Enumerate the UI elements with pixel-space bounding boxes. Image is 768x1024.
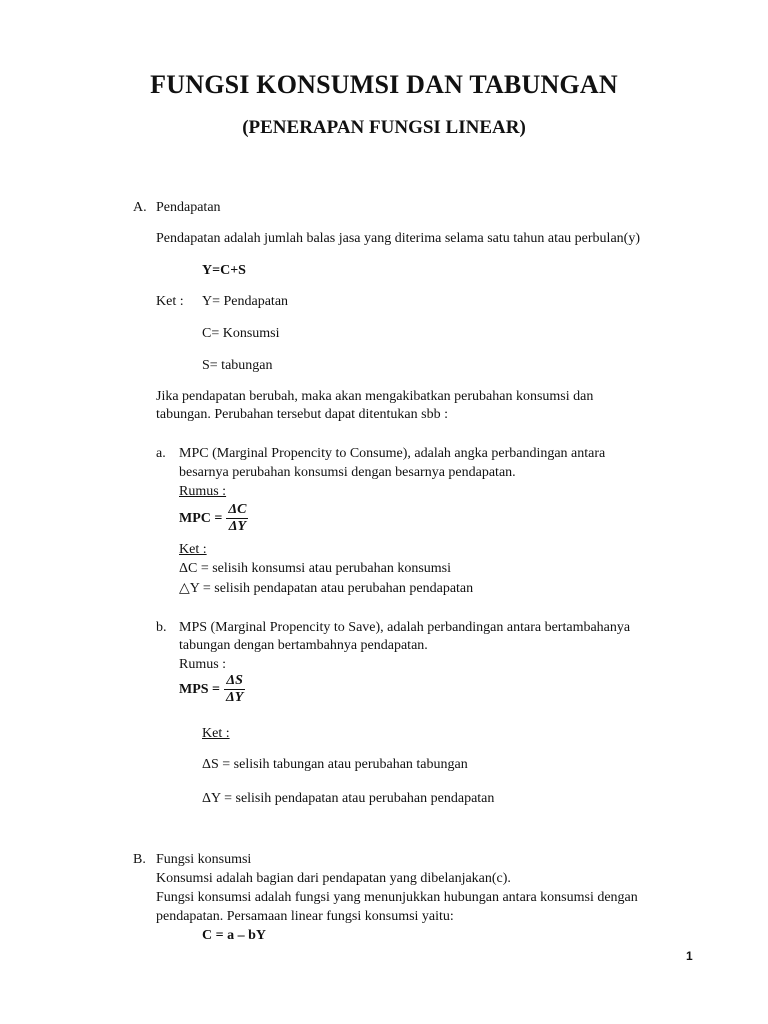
mpc-numerator: ΔC	[228, 502, 247, 517]
mps-denominator: ΔY	[226, 690, 244, 705]
section-a-ket-label: Ket :	[156, 294, 184, 309]
page-subtitle: (PENERAPAN FUNGSI LINEAR)	[242, 117, 526, 138]
section-a-heading: Pendapatan	[156, 200, 221, 215]
change-text-line: Jika pendapatan berubah, maka akan mengakibatkan perubahan konsumsi dan	[156, 389, 594, 404]
mps-numerator: ΔS	[226, 673, 243, 688]
mps-fraction	[224, 673, 245, 706]
section-a-marker: A.	[133, 200, 147, 215]
mpc-formula	[179, 502, 248, 535]
mpc-definition-line: MPC (Marginal Propencity to Consume), adalah angka perbandingan antara	[179, 446, 606, 461]
page-title: FUNGSI KONSUMSI DAN TABUNGAN	[150, 70, 618, 99]
mps-formula	[179, 673, 245, 706]
mpc-ket-line: ΔC = selisih konsumsi atau perubahan konsumsi	[179, 561, 451, 576]
section-b-marker: B.	[133, 852, 146, 867]
ket-item: Y= Pendapatan	[202, 294, 289, 309]
item-b-marker: b.	[156, 620, 167, 635]
section-b-formula: C = a – bY	[202, 928, 266, 943]
item-a-marker: a.	[156, 446, 166, 461]
mps-formula-lhs: MPS =	[179, 681, 221, 697]
section-a-definition: Pendapatan adalah jumlah balas jasa yang diterima selama satu tahun atau perbulan(y)	[156, 231, 640, 246]
mpc-denominator: ΔY	[228, 519, 247, 534]
mps-ket-label: Ket :	[202, 726, 230, 741]
page-number: 1	[686, 949, 693, 963]
ket-item: S= tabungan	[202, 358, 273, 373]
mpc-ket-line: △Y = selisih pendapatan atau perubahan pendapatan	[179, 581, 474, 596]
section-b-line: Fungsi konsumsi adalah fungsi yang menunjukkan hubungan antara konsumsi dengan	[156, 890, 638, 905]
ket-item: C= Konsumsi	[202, 326, 280, 341]
mps-ket-line: ΔY = selisih pendapatan atau perubahan pendapatan	[202, 791, 495, 806]
change-text-line: tabungan. Perubahan tersebut dapat ditentukan sbb :	[156, 407, 448, 422]
mps-ket-line: ΔS = selisih tabungan atau perubahan tabungan	[202, 757, 468, 772]
mps-definition-line: tabungan dengan bertambahnya pendapatan.	[179, 638, 428, 653]
section-b-line: pendapatan. Persamaan linear fungsi konsumsi yaitu:	[156, 909, 454, 924]
mpc-ket-label: Ket :	[179, 542, 207, 557]
mps-definition-line: MPS (Marginal Propencity to Save), adalah perbandingan antara bertambahanya	[179, 620, 631, 635]
section-a-formula: Y=C+S	[202, 263, 246, 278]
section-b-line: Konsumsi adalah bagian dari pendapatan yang dibelanjakan(c).	[156, 871, 511, 886]
mpc-rumus-label: Rumus :	[179, 484, 227, 499]
mpc-definition-line: besarnya perubahan konsumsi dengan besarnya pendapatan.	[179, 465, 516, 480]
mpc-fraction	[226, 502, 248, 535]
section-b-heading: Fungsi konsumsi	[156, 852, 252, 867]
mps-rumus-label: Rumus :	[179, 657, 227, 672]
mpc-formula-lhs: MPC =	[179, 510, 223, 526]
